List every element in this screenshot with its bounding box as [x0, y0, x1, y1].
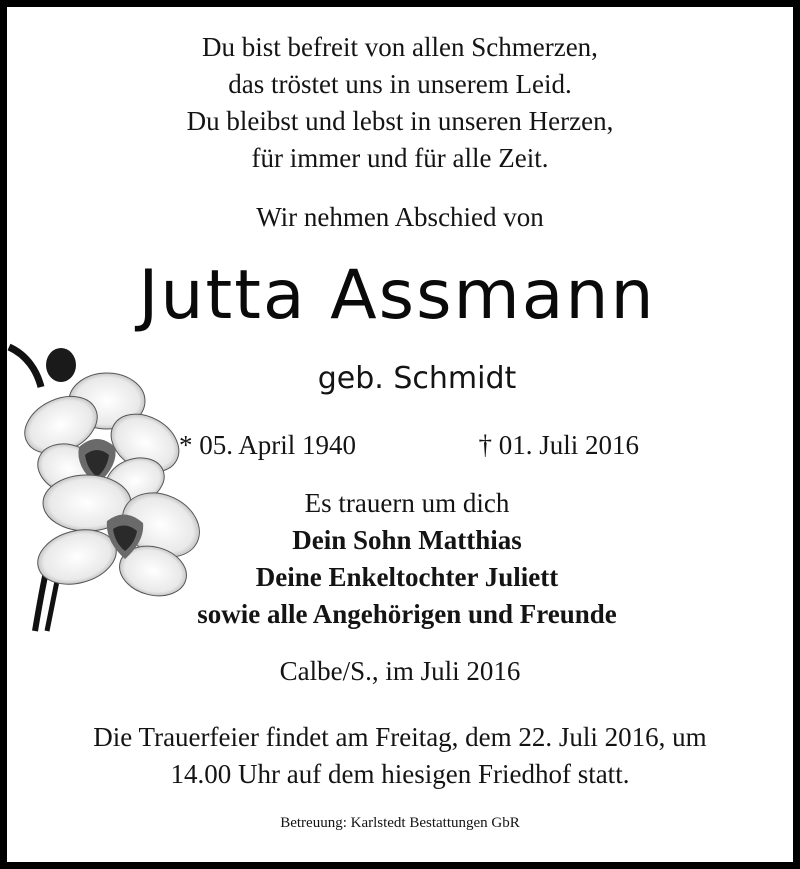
birth-date: * 05. April 1940 — [179, 430, 357, 460]
maiden-name: geb. Schmidt — [317, 361, 517, 396]
funeral-line: Die Trauerfeier findet am Freitag, dem 22. Juli 2016, um — [93, 722, 707, 752]
mourner-line: Deine Enkeltochter Juliett — [255, 562, 559, 592]
place-date: Calbe/S., im Juli 2016 — [279, 656, 521, 686]
mourner-line: sowie alle Angehörigen und Freunde — [197, 599, 617, 629]
poem-line: das tröstet uns in unserem Leid. — [228, 69, 572, 99]
deceased-name: Jutta Assmann — [138, 256, 656, 335]
life-dates — [179, 425, 639, 465]
funeral-line: 14.00 Uhr auf dem hiesigen Friedhof statt. — [170, 759, 630, 789]
undertaker-credit: Betreuung: Karlstedt Bestattungen GbR — [280, 815, 520, 831]
funeral-notice — [7, 719, 793, 793]
farewell-intro: Wir nehmen Abschied von — [256, 202, 544, 232]
poem-line: Du bist befreit von allen Schmerzen, — [202, 32, 598, 62]
mourners-block — [127, 485, 687, 633]
poem-line: Du bleibst und lebst in unseren Herzen, — [186, 106, 614, 136]
poem — [7, 29, 793, 177]
death-date: † 01. Juli 2016 — [478, 430, 639, 460]
mourner-line: Dein Sohn Matthias — [292, 525, 522, 555]
poem-line: für immer und für alle Zeit. — [251, 143, 549, 173]
mourners-intro: Es trauern um dich — [304, 488, 510, 518]
